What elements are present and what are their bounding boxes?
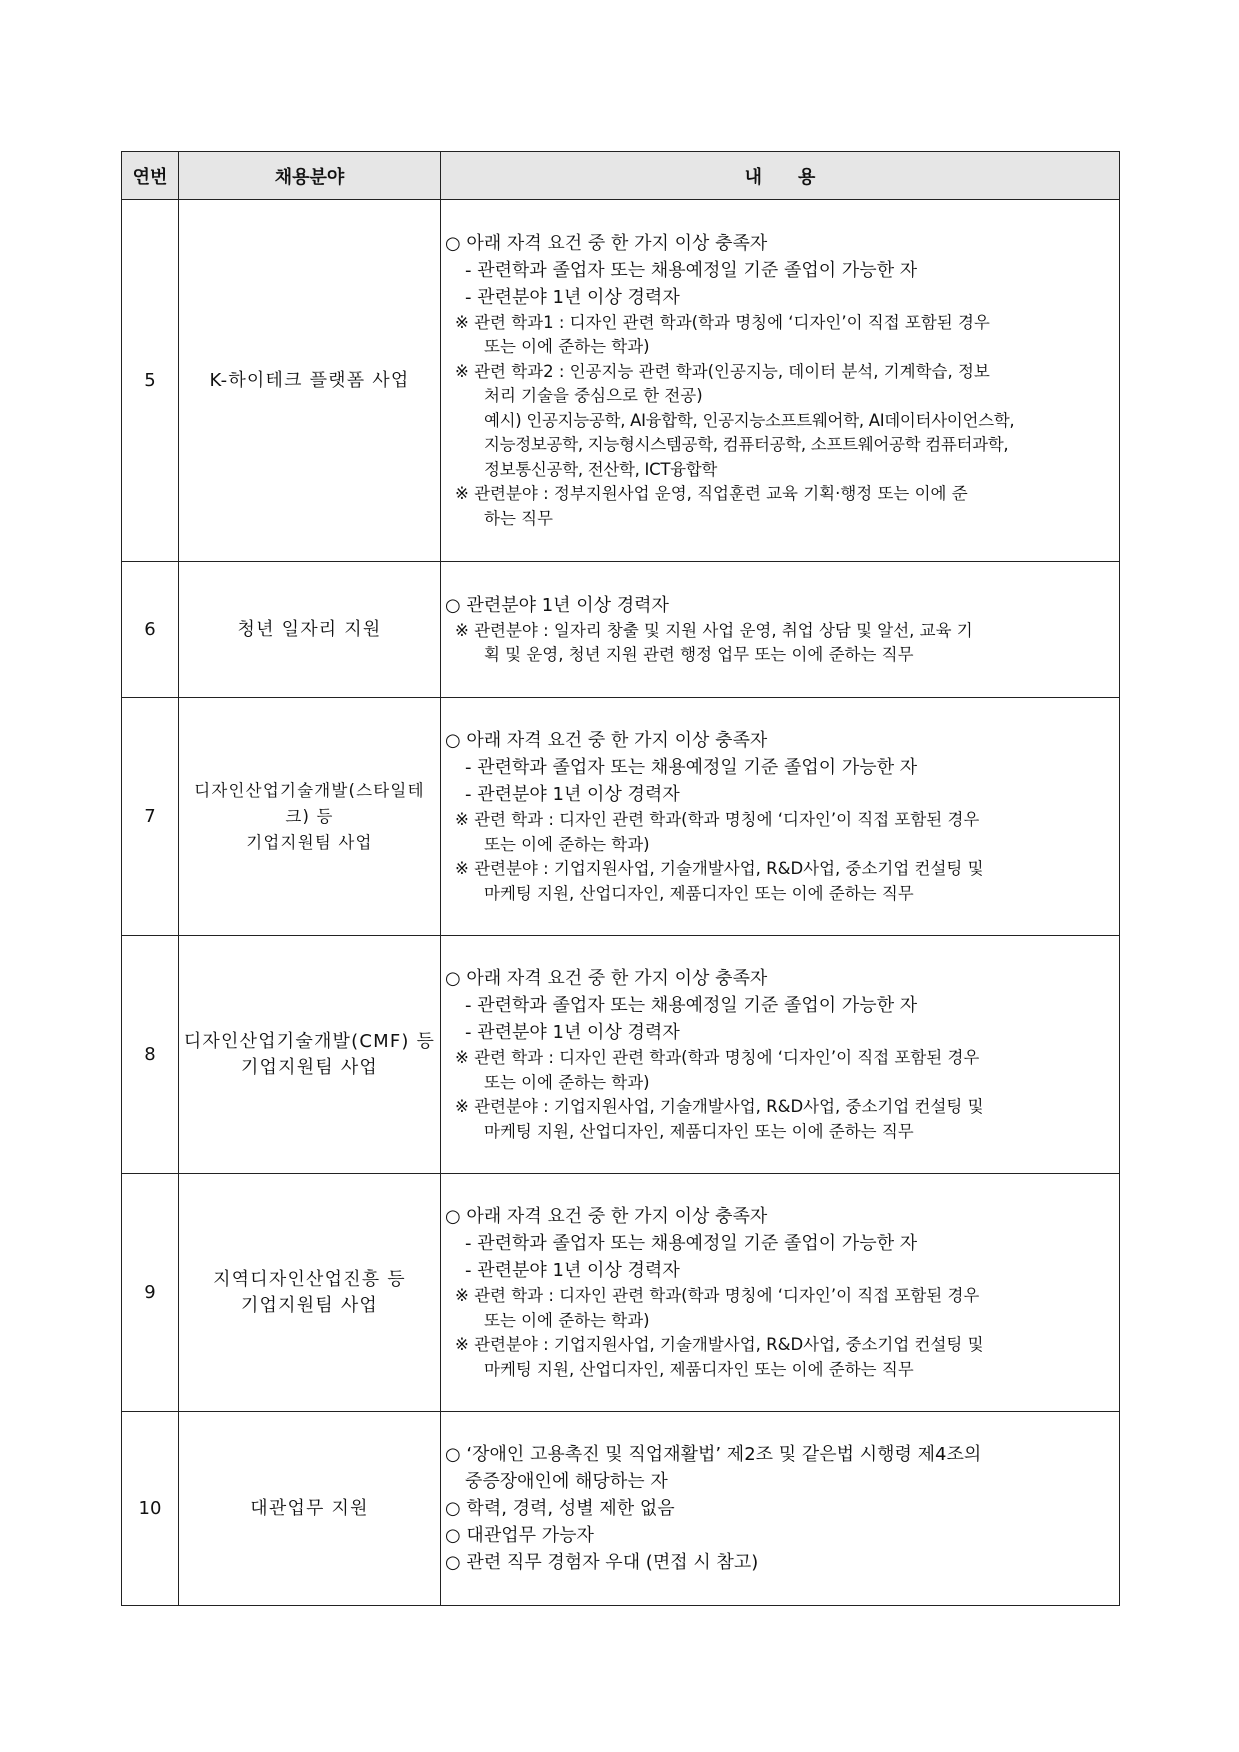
field-line: 디자인산업기술개발(스타일테크) 등 [194, 780, 425, 826]
table-header-row [122, 152, 1120, 200]
header-field: 채용분야 [179, 152, 441, 200]
requirement-line: - 관련학과 졸업자 또는 채용예정일 기준 졸업이 가능한 자 [465, 1233, 918, 1254]
requirement-line: - 관련분야 1년 이상 경력자 [465, 784, 680, 805]
requirement-line: - 관련분야 1년 이상 경력자 [465, 1260, 680, 1281]
requirement-line: 처리 기술을 중심으로 한 전공) [484, 386, 703, 406]
requirement-line: - 관련학과 졸업자 또는 채용예정일 기준 졸업이 가능한 자 [465, 757, 918, 778]
requirement-content [441, 936, 1120, 1174]
requirement-line: 예시) 인공지능공학, AI융합학, 인공지능소프트웨어학, AI데이터사이언스학, [484, 410, 1015, 430]
requirement-line: ○ 아래 자격 요건 중 한 가지 이상 충족자 [445, 968, 768, 989]
requirement-line: 하는 직무 [484, 508, 554, 528]
recruitment-field [179, 200, 441, 562]
requirement-line: ※ 관련분야 : 정부지원사업 운영, 직업훈련 교육 기획·행정 또는 이에 준 [455, 484, 968, 504]
requirement-line: 또는 이에 준하는 학과) [484, 1310, 650, 1330]
requirement-line: - 관련분야 1년 이상 경력자 [465, 1022, 680, 1043]
recruitment-table [121, 151, 1120, 1606]
requirement-line: ○ ‘장애인 고용촉진 및 직업재활법’ 제2조 및 같은법 시행령 제4조의 [445, 1444, 982, 1465]
field-line: 지역디자인산업진흥 등 [213, 1268, 406, 1290]
row-number: 8 [122, 936, 179, 1174]
field-line: K-하이테크 플랫폼 사업 [209, 369, 410, 391]
requirement-line: ○ 아래 자격 요건 중 한 가지 이상 충족자 [445, 1206, 768, 1227]
requirement-line: - 관련학과 졸업자 또는 채용예정일 기준 졸업이 가능한 자 [465, 995, 918, 1016]
requirement-line: ○ 관련분야 1년 이상 경력자 [445, 594, 669, 616]
recruitment-field [179, 698, 441, 936]
header-content: 내 용 [441, 152, 1120, 200]
requirement-line: - 관련분야 1년 이상 경력자 [465, 286, 680, 308]
row-number: 9 [122, 1174, 179, 1412]
requirement-line: 마케팅 지원, 산업디자인, 제품디자인 또는 이에 준하는 직무 [484, 883, 914, 903]
field-line: 기업지원팀 사업 [240, 1294, 379, 1316]
requirement-line: 마케팅 지원, 산업디자인, 제품디자인 또는 이에 준하는 직무 [484, 1121, 914, 1141]
requirement-content [441, 562, 1120, 698]
requirement-line: 중증장애인에 해당하는 자 [465, 1471, 668, 1492]
row-number: 6 [122, 562, 179, 698]
requirement-content [441, 1174, 1120, 1412]
recruitment-field [179, 562, 441, 698]
table-row [122, 1174, 1120, 1412]
table-row [122, 200, 1120, 562]
recruitment-field [179, 936, 441, 1174]
header-no: 연번 [122, 152, 179, 200]
requirement-line: 또는 이에 준하는 학과) [484, 834, 650, 854]
row-number: 7 [122, 698, 179, 936]
requirement-line: ※ 관련 학과 : 디자인 관련 학과(학과 명칭에 ‘디자인’이 직접 포함된 경우 [455, 1286, 980, 1305]
table-row [122, 936, 1120, 1174]
requirement-line: 또는 이에 준하는 학과) [484, 337, 650, 357]
requirement-line: 지능정보공학, 지능형시스템공학, 컴퓨터공학, 소프트웨어공학 컴퓨터과학, [484, 435, 1009, 455]
requirement-line: - 관련학과 졸업자 또는 채용예정일 기준 졸업이 가능한 자 [465, 259, 918, 281]
table-row [122, 1412, 1120, 1606]
field-line: 대관업무 지원 [250, 1497, 369, 1519]
field-line: 디자인산업기술개발(CMF) 등 [183, 1030, 436, 1052]
recruitment-field [179, 1174, 441, 1412]
requirement-line: ○ 학력, 경력, 성별 제한 없음 [445, 1498, 675, 1519]
requirement-content [441, 200, 1120, 562]
requirement-line: ※ 관련분야 : 기업지원사업, 기술개발사업, R&D사업, 중소기업 컨설팅 및 [455, 1335, 984, 1354]
requirement-line: ○ 대관업무 가능자 [445, 1525, 594, 1546]
requirement-line: ※ 관련분야 : 기업지원사업, 기술개발사업, R&D사업, 중소기업 컨설팅 및 [455, 859, 984, 878]
requirement-content [441, 698, 1120, 936]
row-number: 5 [122, 200, 179, 562]
table-body [122, 200, 1120, 1606]
requirement-line: ※ 관련 학과1 : 디자인 관련 학과(학과 명칭에 ‘디자인’이 직접 포함된 경우 [455, 312, 990, 332]
requirement-line: ※ 관련분야 : 일자리 창출 및 지원 사업 운영, 취업 상담 및 알선, 교육 기 [455, 620, 973, 640]
requirement-line: 획 및 운영, 청년 지원 관련 행정 업무 또는 이에 준하는 직무 [484, 645, 914, 664]
requirement-line: 마케팅 지원, 산업디자인, 제품디자인 또는 이에 준하는 직무 [484, 1359, 914, 1379]
requirement-line: ○ 아래 자격 요건 중 한 가지 이상 충족자 [445, 232, 768, 254]
requirement-line: ※ 관련 학과 : 디자인 관련 학과(학과 명칭에 ‘디자인’이 직접 포함된 경우 [455, 810, 980, 829]
requirement-line: ※ 관련 학과2 : 인공지능 관련 학과(인공지능, 데이터 분석, 기계학습, 정보 [455, 361, 990, 381]
table-row [122, 562, 1120, 698]
field-line: 기업지원팀 사업 [246, 832, 373, 852]
requirement-line: ○ 관련 직무 경험자 우대 (면접 시 참고) [445, 1552, 759, 1573]
requirement-line: 정보통신공학, 전산학, ICT융합학 [484, 459, 718, 479]
requirement-line: ○ 아래 자격 요건 중 한 가지 이상 충족자 [445, 730, 768, 751]
row-number: 10 [122, 1412, 179, 1606]
recruitment-field [179, 1412, 441, 1606]
requirement-line: ※ 관련 학과 : 디자인 관련 학과(학과 명칭에 ‘디자인’이 직접 포함된 경우 [455, 1048, 980, 1067]
table-row [122, 698, 1120, 936]
field-line: 기업지원팀 사업 [240, 1056, 379, 1078]
requirement-content [441, 1412, 1120, 1606]
field-line: 청년 일자리 지원 [237, 618, 382, 640]
requirement-line: 또는 이에 준하는 학과) [484, 1072, 650, 1092]
requirement-line: ※ 관련분야 : 기업지원사업, 기술개발사업, R&D사업, 중소기업 컨설팅 및 [455, 1097, 984, 1116]
